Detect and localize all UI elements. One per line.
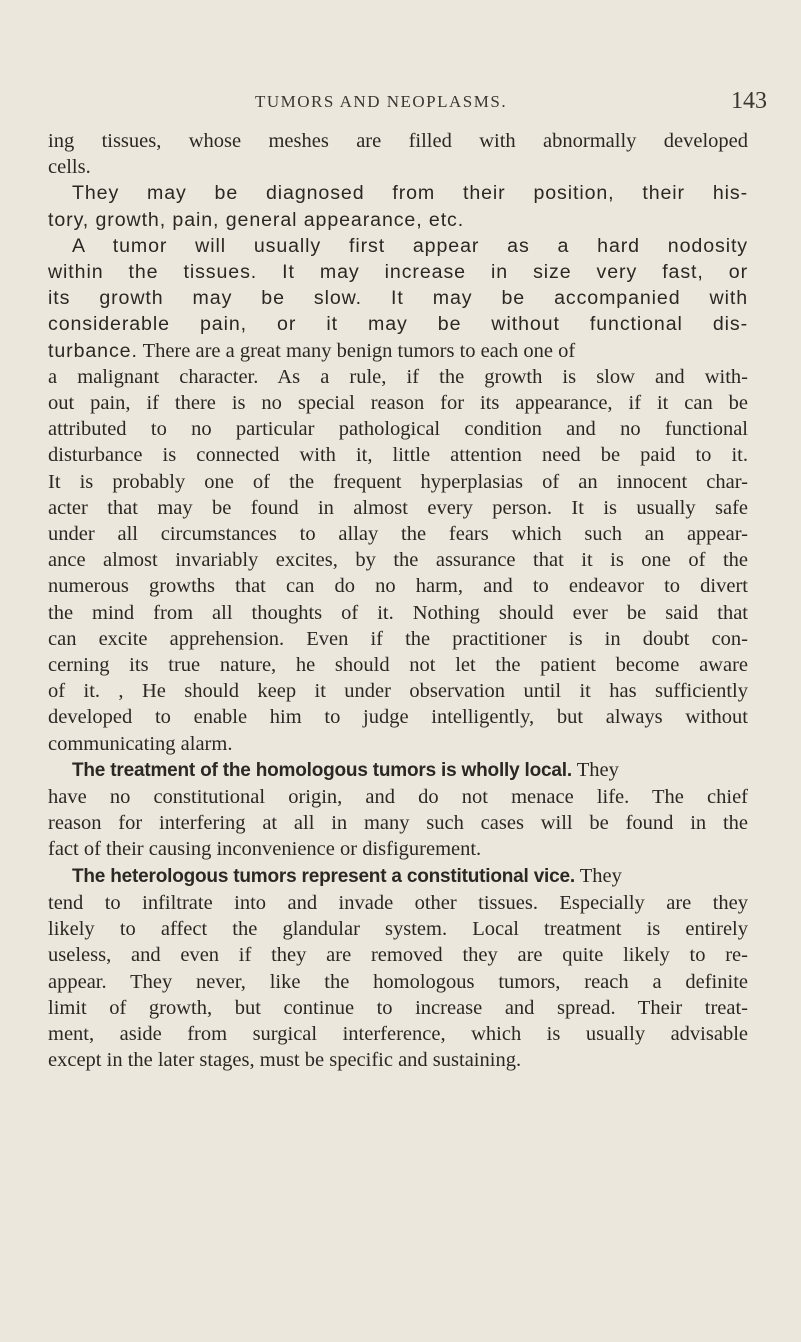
text-line: the mind from all thoughts of it. Nothing should ever be said that <box>48 601 748 624</box>
text-line: its growth may be slow. It may be accompanied with <box>48 287 748 310</box>
text-line: within the tissues. It may increase in size very fast, or <box>48 261 748 284</box>
text-line: under all circumstances to allay the fears which such an appear- <box>48 523 748 546</box>
text-line: considerable pain, or it may be without functional dis- <box>48 313 748 336</box>
page-header <box>0 88 801 128</box>
text-line: tory, growth, pain, general appearance, etc. <box>48 208 465 231</box>
text-line: useless, and even if they are removed they are quite likely to re- <box>48 944 748 967</box>
text-line: reason for interfering at all in many such cases will be found in the <box>48 812 748 835</box>
text-line: A tumor will usually first appear as a hard nodosity <box>72 234 748 257</box>
text-segment: There are a great many benign tumors to each one of <box>142 339 576 362</box>
text-line: can excite apprehension. Even if the practitioner is in doubt con- <box>48 627 748 650</box>
text-line <box>48 757 748 784</box>
text-line: ment, aside from surgical interference, which is usually advisable <box>48 1022 748 1045</box>
running-title: TUMORS AND NEOPLASMS. <box>255 92 508 111</box>
text-line: ance almost invariably excites, by the assurance that it is one of the <box>48 549 748 572</box>
text-line: of it. , He should keep it under observation until it has sufficiently <box>48 680 748 703</box>
text-line: disturbance is connected with it, little attention need be paid to it. <box>48 444 748 467</box>
page-number: 143 <box>731 88 767 114</box>
body-text <box>48 128 748 1073</box>
text-line <box>48 863 748 890</box>
text-line: cells. <box>48 156 91 179</box>
text-line: limit of growth, but continue to increase and spread. Their treat- <box>48 996 748 1019</box>
text-line: a malignant character. As a rule, if the growth is slow and with- <box>48 365 748 388</box>
text-line: except in the later stages, must be specific and sustaining. <box>48 1049 522 1072</box>
text-line: cerning its true nature, he should not let the patient become aware <box>48 654 748 677</box>
text-line: likely to affect the glandular system. Local treatment is entirely <box>48 918 748 941</box>
text-segment: They <box>579 864 622 887</box>
text-line: attributed to no particular pathological condition and no functional <box>48 418 748 441</box>
text-segment: turbance. <box>48 339 138 362</box>
text-line <box>48 338 748 364</box>
text-line: out pain, if there is no special reason for its appearance, if it can be <box>48 392 748 415</box>
text-line: It is probably one of the frequent hyperplasias of an innocent char- <box>48 470 748 493</box>
bold-heading-phrase: The treatment of the homologous tumors is wholly local. <box>72 759 572 781</box>
text-line: communicating alarm. <box>48 732 233 755</box>
text-line: have no constitutional origin, and do not menace life. The chief <box>48 786 748 809</box>
text-line: tend to infiltrate into and invade other tissues. Especially are they <box>48 891 748 914</box>
text-segment: They <box>576 758 619 781</box>
text-line: acter that may be found in almost every person. It is usually safe <box>48 496 748 519</box>
bold-heading-phrase: The heterologous tumors represent a constitutional vice. <box>72 865 575 887</box>
text-line: They may be diagnosed from their position, their his- <box>72 182 748 205</box>
text-line: appear. They never, like the homologous tumors, reach a definite <box>48 970 748 993</box>
text-line: ing tissues, whose meshes are filled with abnormally developed <box>48 130 748 152</box>
text-line: fact of their causing inconvenience or disfigurement. <box>48 838 482 861</box>
text-line: developed to enable him to judge intelligently, but always without <box>48 706 748 729</box>
text-line: numerous growths that can do no harm, and to endeavor to divert <box>48 575 748 598</box>
